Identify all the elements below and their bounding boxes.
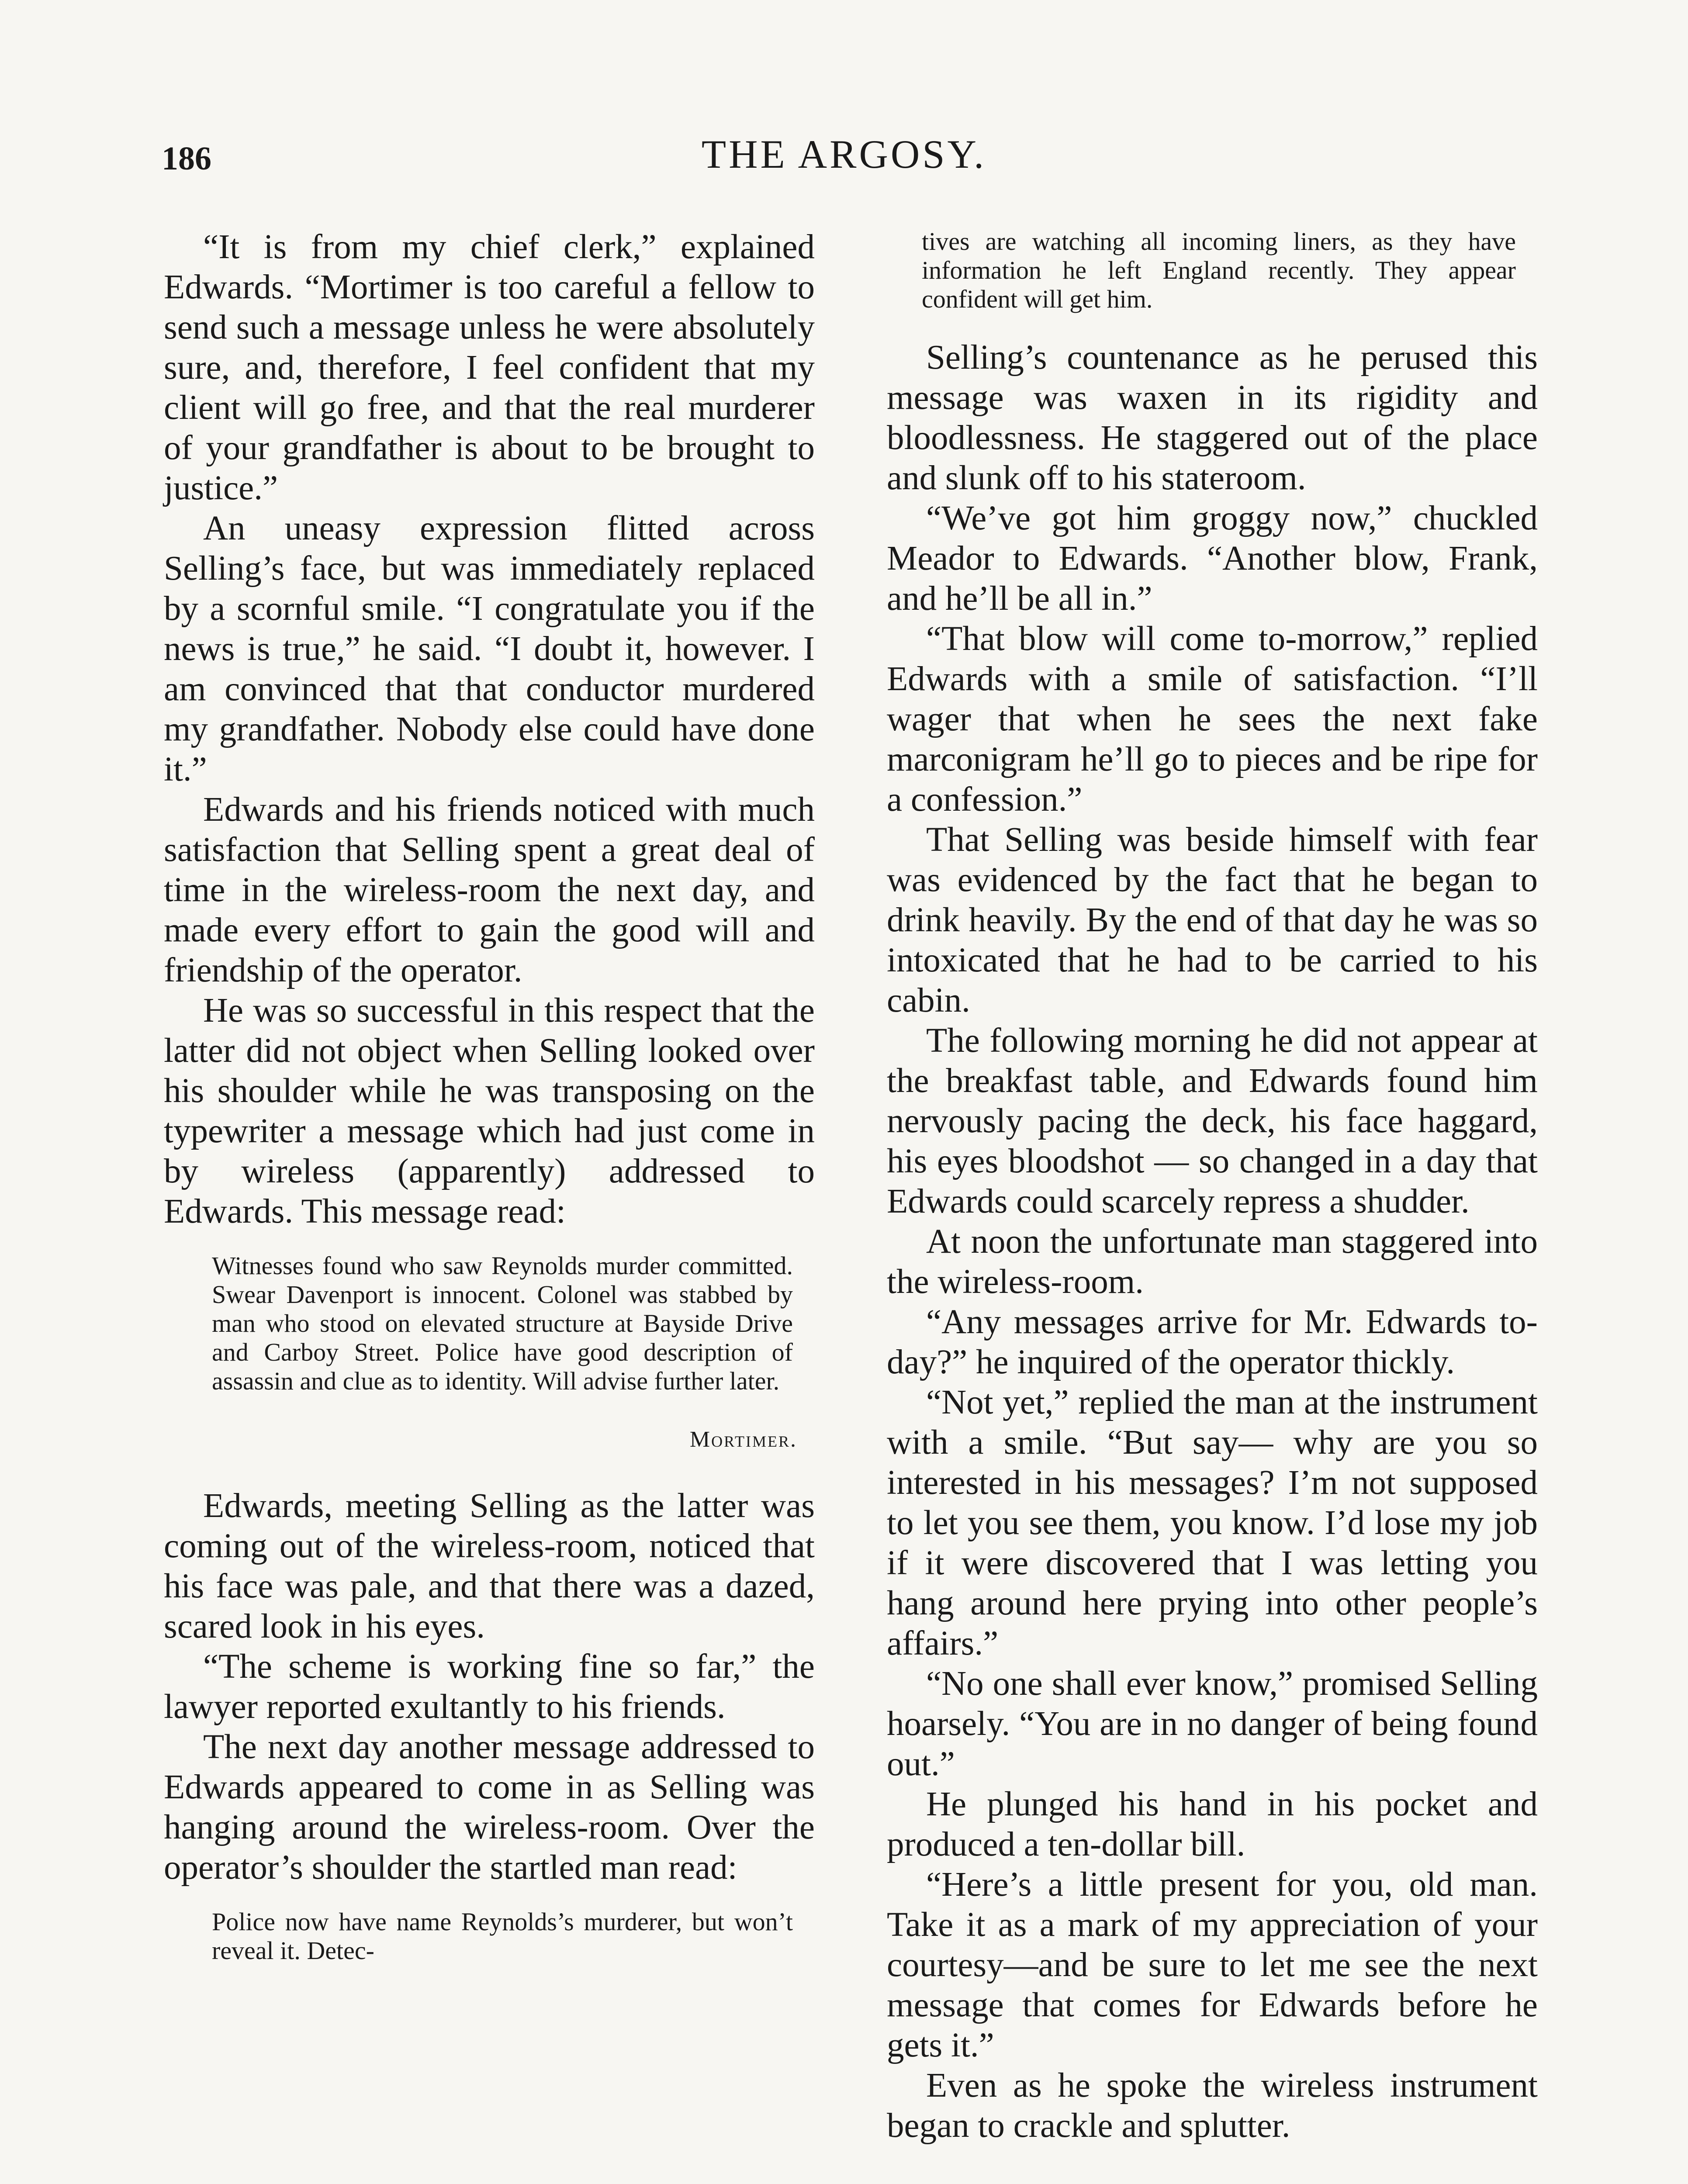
paragraph: At noon the unfortunate man staggered into the wireless-room. bbox=[887, 1223, 1538, 1301]
page-number: 186 bbox=[162, 140, 211, 177]
message-quote-continued: tives are watching all incoming liners, as they have information he left England recently. They appear confident will get him. bbox=[922, 227, 1516, 313]
paragraph: “We’ve got him groggy now,” chuckled Meador to Edwards. “Another blow, Frank, and he’ll be all in.” bbox=[887, 499, 1538, 618]
paragraph: “The scheme is working fine so far,” the lawyer reported exultantly to his friends. bbox=[164, 1648, 815, 1726]
paragraph: “Any messages arrive for Mr. Edwards to-day?” he inquired of the operator thickly. bbox=[887, 1303, 1538, 1381]
paragraph: The following morning he did not appear at the breakfast table, and Edwards found him nervously pacing the deck, his face haggard, his eyes bloodshot — so changed in a day that Edwards could scarcely repress a shudder. bbox=[887, 1022, 1538, 1220]
paragraph: Edwards and his friends noticed with much satisfaction that Selling spent a great deal of time in the wireless-room the next day, and made every effort to gain the good will and friendship of the operator. bbox=[164, 791, 815, 989]
paragraph: He was so successful in this respect that the latter did not object when Selling looked over his shoulder while he was transposing on the typewriter a message which had just come in by wireless (apparently) addressed to Edwards. This message read: bbox=[164, 992, 815, 1230]
paragraph: Edwards, meeting Selling as the latter was coming out of the wireless-room, noticed that his face was pale, and that there was a dazed, scared look in his eyes. bbox=[164, 1487, 815, 1645]
paragraph: “That blow will come to-morrow,” replied Edwards with a smile of satisfaction. “I’ll wager that when he sees the next fake marconigram he’ll go to pieces and be ripe for a confession.” bbox=[887, 620, 1538, 819]
paragraph: “No one shall ever know,” promised Selling hoarsely. “You are in no danger of being found out.” bbox=[887, 1665, 1538, 1783]
paragraph: That Selling was beside himself with fear was evidenced by the fact that he began to drink heavily. By the end of that day he was so intoxicated that he had to be carried to his cabin. bbox=[887, 821, 1538, 1019]
left-column bbox=[164, 227, 815, 1989]
paragraph: “Here’s a little present for you, old man. Take it as a mark of my appreciation of your courtesy—and be sure to let me see the next message that comes for Edwards before he gets it.” bbox=[887, 1866, 1538, 2064]
page-header bbox=[162, 131, 1526, 188]
paragraph: “It is from my chief clerk,” explained Edwards. “Mortimer is too careful a fellow to send such a message unless he were absolutely sure, and, therefore, I feel confident that my client will go free, and that the real murderer of your grandfather is about to be brought to justice.” bbox=[164, 228, 815, 507]
right-column bbox=[887, 227, 1538, 2146]
paragraph: “Not yet,” replied the man at the instrument with a smile. “But say— why are you so interested in his messages? I’m not supposed to let you see them, you know. I’d lose my job if it were discovered that I was letting you hang around here prying into other people’s affairs.” bbox=[887, 1383, 1538, 1662]
message-quote: Witnesses found who saw Reynolds murder committed. Swear Davenport is innocent. Colonel was stabbed by man who stood on elevated structure at Bayside Drive and Carboy Street. Police have good description of assassin and clue as to identity. Will advise further later. bbox=[212, 1251, 793, 1395]
paragraph: Selling’s countenance as he perused this message was waxen in its rigidity and bloodlessness. He staggered out of the place and slunk off to his stateroom. bbox=[887, 339, 1538, 497]
paragraph: An uneasy expression flitted across Selling’s face, but was immediately replaced by a scornful smile. “I congratulate you if the news is true,” he said. “I doubt it, however. I am convinced that that conductor murdered my grandfather. Nobody else could have done it.” bbox=[164, 509, 815, 788]
paragraph: The next day another message addressed to Edwards appeared to come in as Selling was hanging around the wireless-room. Over the operator’s shoulder the startled man read: bbox=[164, 1728, 815, 1887]
paragraph: He plunged his hand in his pocket and produced a ten-dollar bill. bbox=[887, 1785, 1538, 1863]
message-quote: Police now have name Reynolds’s murderer, but won’t reveal it. Detec- bbox=[212, 1908, 793, 1965]
paragraph: Even as he spoke the wireless instrument began to crackle and splutter. bbox=[887, 2067, 1538, 2145]
running-title: THE ARGOSY. bbox=[701, 132, 987, 176]
message-signature: Mortimer. bbox=[689, 1427, 797, 1452]
